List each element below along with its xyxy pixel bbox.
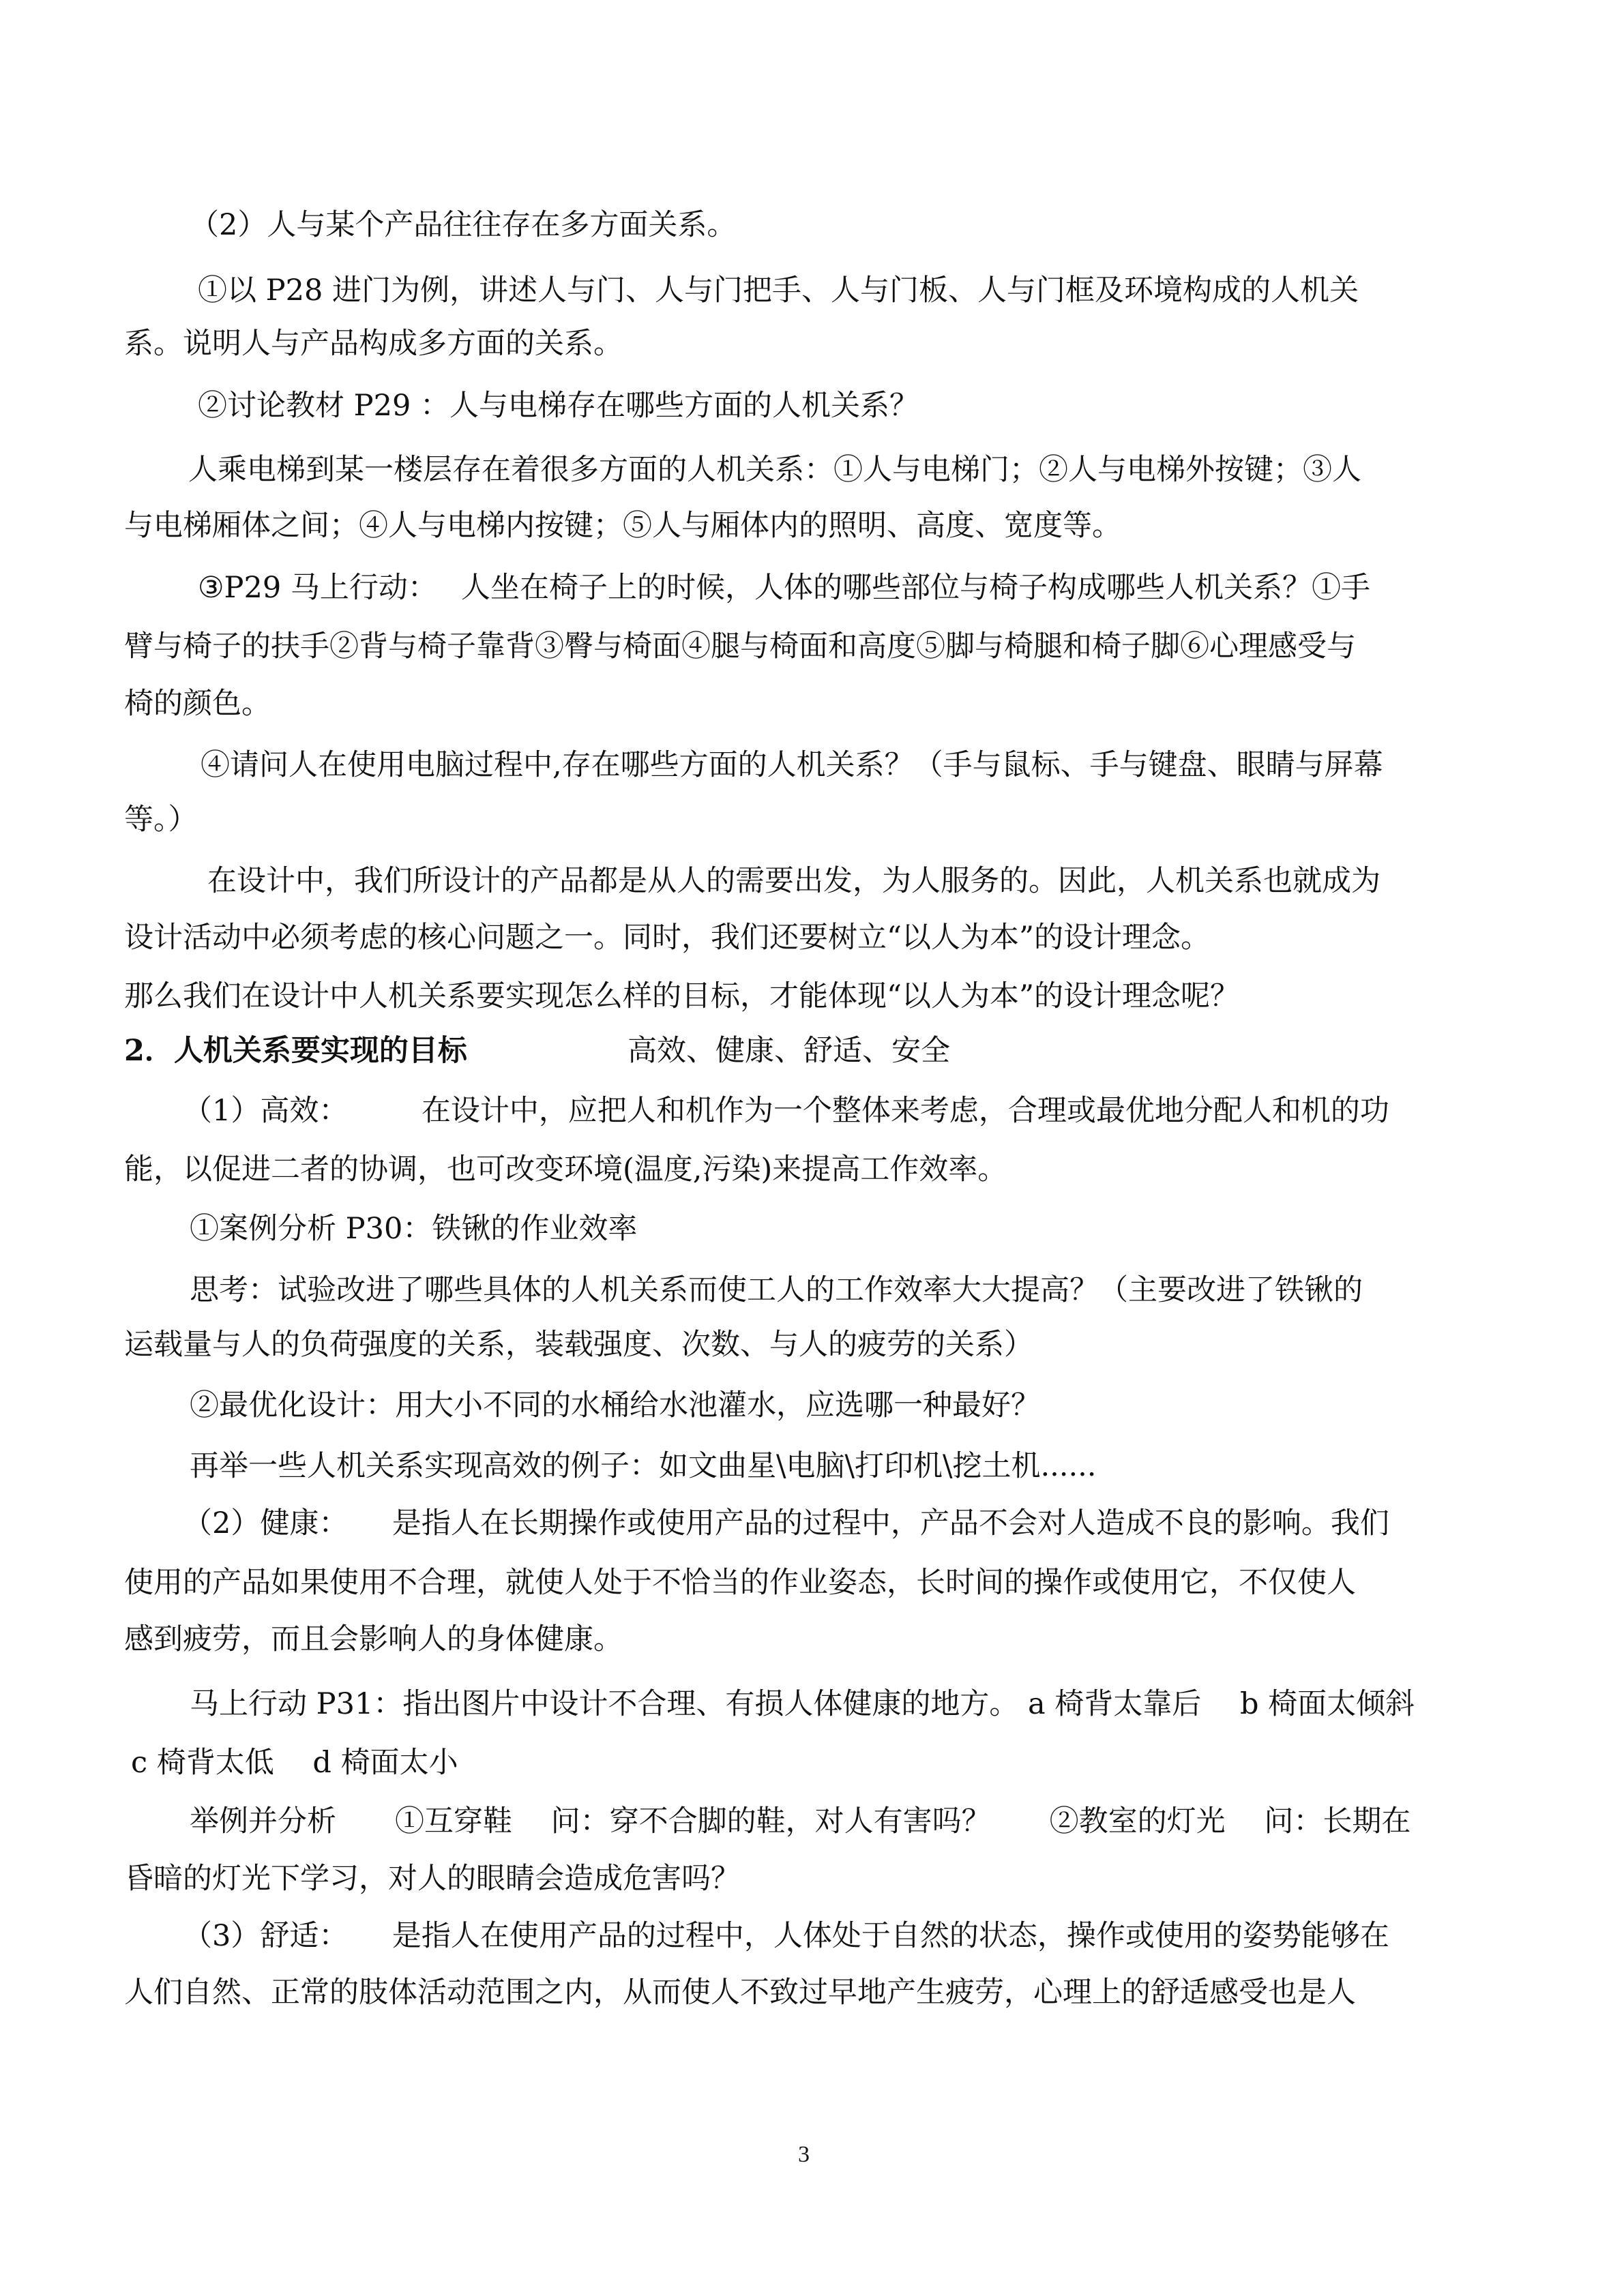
text-line: （1）高效： 在设计中，应把人和机作为一个整体来考虑，合理或最优地分配人和机的功	[183, 1094, 1389, 1128]
text-line: c 椅背太低 d 椅面太小	[131, 1746, 458, 1780]
text-line: 系。说明人与产品构成多方面的关系。	[124, 327, 623, 361]
text-line: 运载量与人的负荷强度的关系，装载强度、次数、与人的疲劳的关系）	[124, 1328, 1033, 1362]
text-line: 人乘电梯到某一楼层存在着很多方面的人机关系：①人与电梯门；②人与电梯外按键；③人	[188, 453, 1361, 487]
section-heading: 2．人机关系要实现的目标	[124, 1034, 467, 1068]
text-line: （2）人与某个产品往往存在多方面关系。	[190, 208, 737, 242]
text-line: 能，以促进二者的协调，也可改变环境(温度,污染)来提高工作效率。	[124, 1152, 1007, 1187]
section-heading-goals: 高效、健康、舒适、安全	[628, 1034, 950, 1068]
text-line: 使用的产品如果使用不合理，就使人处于不恰当的作业姿态，长时间的操作或使用它，不仅使人	[124, 1566, 1356, 1600]
text-line: 马上行动 P31：指出图片中设计不合理、有损人体健康的地方。 a 椅背太靠后 b 椅面太倾斜	[190, 1687, 1415, 1721]
text-line: ①以 P28 进门为例，讲述人与门、人与门把手、人与门板、人与门框及环境构成的人机关	[198, 273, 1359, 308]
text-line: ③P29 马上行动： 人坐在椅子上的时候，人体的哪些部位与椅子构成哪些人机关系？①手	[198, 571, 1371, 605]
text-line: ②讨论教材 P29 ：人与电梯存在哪些方面的人机关系？	[198, 389, 919, 423]
text-line: 思考：试验改进了哪些具体的人机关系而使工人的工作效率大大提高？（主要改进了铁锹的	[190, 1273, 1363, 1307]
text-line: （2）健康： 是指人在长期操作或使用产品的过程中，产品不会对人造成不良的影响。我们	[183, 1506, 1389, 1540]
text-line: 设计活动中必须考虑的核心问题之一。同时，我们还要树立“以人为本”的设计理念。	[124, 921, 1210, 955]
text-line: ①案例分析 P30：铁锹的作业效率	[190, 1212, 638, 1246]
text-line: 举例并分析 ①互穿鞋 问：穿不合脚的鞋，对人有害吗？ ②教室的灯光 问：长期在	[190, 1804, 1411, 1838]
text-line: 再举一些人机关系实现高效的例子：如文曲星\电脑\打印机\挖土机......	[190, 1449, 1097, 1483]
text-line: 臂与椅子的扶手②背与椅子靠背③臀与椅面④腿与椅面和高度⑤脚与椅腿和椅子脚⑥心理感受与	[124, 629, 1356, 664]
text-line: （3）舒适： 是指人在使用产品的过程中，人体处于自然的状态，操作或使用的姿势能够在	[183, 1919, 1389, 1953]
text-line: 那么我们在设计中人机关系要实现怎么样的目标，才能体现“以人为本”的设计理念呢？	[124, 979, 1239, 1013]
text-line: ④请问人在使用电脑过程中,存在哪些方面的人机关系？（手与鼠标、手与键盘、眼睛与屏幕	[201, 748, 1383, 782]
text-line: 与电梯厢体之间；④人与电梯内按键；⑤人与厢体内的照明、高度、宽度等。	[124, 509, 1121, 543]
text-line: 等。）	[124, 803, 198, 837]
text-line: 人们自然、正常的肢体活动范围之内，从而使人不致过早地产生疲劳，心理上的舒适感受也是人	[124, 1976, 1356, 2010]
page-number: 3	[798, 2142, 810, 2167]
text-line: 椅的颜色。	[124, 687, 271, 721]
text-line: 在设计中，我们所设计的产品都是从人的需要出发，为人服务的。因此，人机关系也就成为	[207, 864, 1381, 898]
text-line: 昏暗的灯光下学习，对人的眼睛会造成危害吗？	[124, 1862, 740, 1896]
text-line: 感到疲劳，而且会影响人的身体健康。	[124, 1622, 623, 1656]
text-line: ②最优化设计：用大小不同的水桶给水池灌水，应选哪一种最好？	[190, 1388, 1040, 1422]
